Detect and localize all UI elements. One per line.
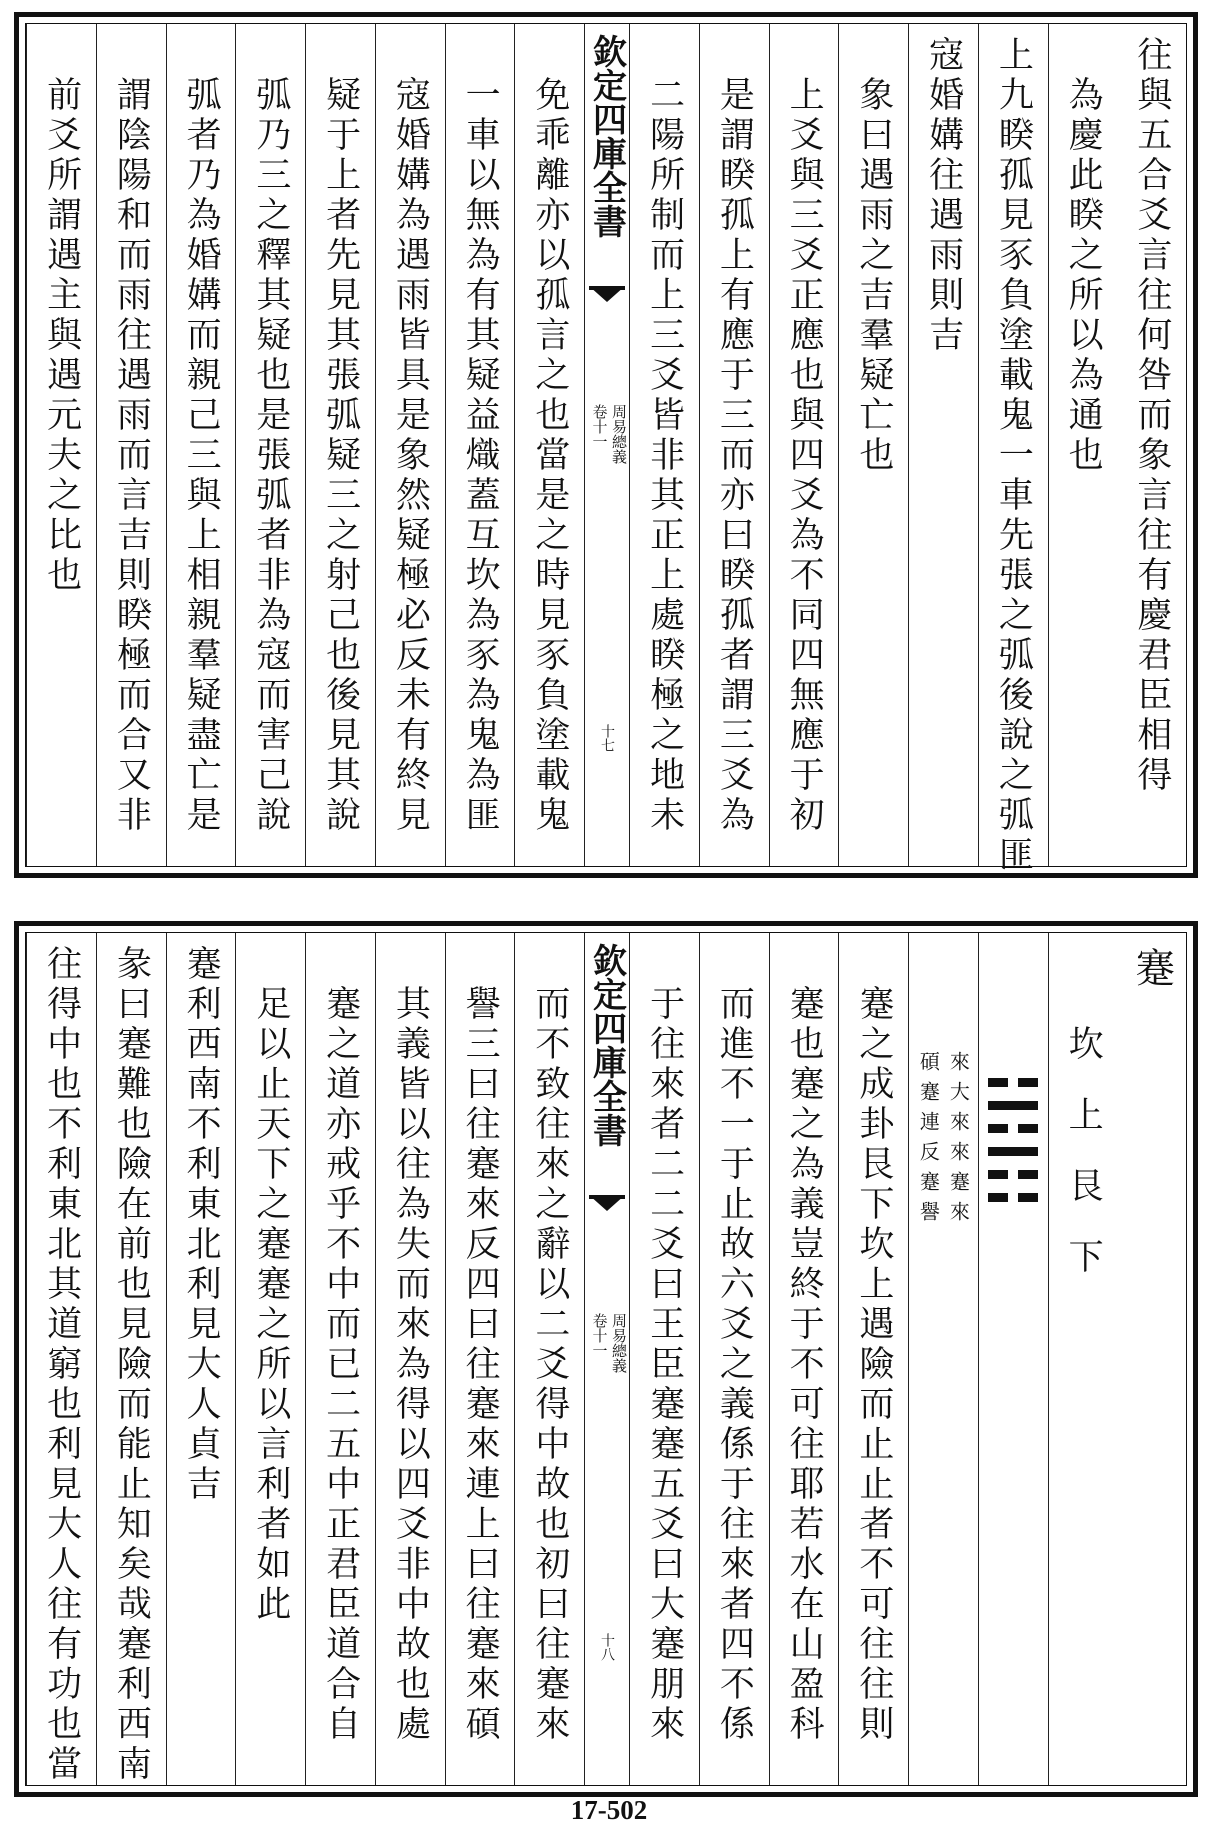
- page-number: 17-502: [570, 1795, 648, 1825]
- column-text: 一車以無為有其疑益熾蓋互坎為豕為鬼為匪: [460, 76, 501, 836]
- hexagram-line-broken: [988, 1170, 1038, 1179]
- column-text: 是謂睽孤上有應于三而亦曰睽孤者謂三爻為: [714, 76, 755, 836]
- text-column: [445, 24, 515, 866]
- text-column: [445, 933, 515, 1785]
- folio-number: 十八: [599, 1633, 615, 1661]
- book-title: 周易總義: [610, 1313, 628, 1373]
- column-text: 上九睽孤見豕負塗載鬼一車先張之弧後說之弧匪: [993, 36, 1034, 876]
- text-column: [26, 933, 96, 1785]
- column-text: 往得中也不利東北其道窮也利見大人往有功也當: [41, 945, 82, 1785]
- volume-label: 卷十一: [590, 404, 609, 449]
- text-column: [305, 24, 375, 866]
- book-title: 周易總義: [610, 404, 628, 464]
- hexagram-line-broken: [988, 1124, 1038, 1133]
- lower-page-frame: [25, 932, 1187, 1786]
- column-text: 弧乃三之釋其疑也是張弧者非為寇而害己說: [250, 76, 291, 836]
- hexagram-title: 蹇: [1128, 947, 1175, 992]
- column-text: 二陽所制而上三爻皆非其正上處睽極之地未: [644, 76, 685, 836]
- column-text: 寇婚媾往遇雨則吉: [923, 36, 964, 356]
- text-column: [166, 933, 236, 1785]
- text-column: [26, 24, 96, 866]
- hexagram-line-solid: [988, 1101, 1038, 1110]
- column-text: 蹇之成卦艮下坎上遇險而止止者不可往往則: [853, 985, 894, 1745]
- column-text: 寇婚媾為遇雨皆具是象然疑極必反未有終見: [390, 76, 431, 836]
- text-column: [629, 933, 699, 1785]
- volume-label: 卷十一: [590, 1313, 609, 1358]
- hexagram-line-broken: [988, 1193, 1038, 1202]
- text-column: [1048, 24, 1118, 866]
- text-column: [978, 933, 1048, 1785]
- column-text: 譽三曰往蹇來反四曰往蹇來連上曰往蹇來碩: [460, 985, 501, 1745]
- book-label: [589, 1313, 628, 1373]
- column-text: 而進不一于止故六爻之義係于往來者四不係: [714, 985, 755, 1745]
- column-text: 而不致往來之辭以二爻得中故也初曰往蹇來: [529, 985, 570, 1745]
- column-text: 謂陰陽和而雨往遇雨而言吉則睽極而合又非: [111, 76, 152, 836]
- column-text: 為慶此睽之所以為通也: [1063, 76, 1104, 476]
- text-column: [769, 24, 839, 866]
- fishtail-mark: [589, 1195, 625, 1229]
- column-text: 蹇也蹇之為義豈終于不可往耶若水在山盈科: [784, 985, 825, 1745]
- column-text: 足以止天下之蹇蹇之所以言利者如此: [250, 985, 291, 1625]
- trigram-line: 坎上艮下: [1063, 1025, 1104, 1309]
- column-text: 免乖離亦以孤言之也當是之時見豕負塗載鬼: [529, 76, 570, 836]
- text-column: [699, 933, 769, 1785]
- library-title: 欽定四庫全書: [586, 943, 627, 1147]
- text-column: [1048, 933, 1118, 1785]
- text-column: [305, 933, 375, 1785]
- text-column: [166, 24, 236, 866]
- text-column: [699, 24, 769, 866]
- text-column: [838, 933, 908, 1785]
- center-fold-column: [584, 24, 629, 866]
- column-text: 蹇利西南不利東北利見大人貞吉: [181, 945, 222, 1505]
- column-text: 其義皆以往為失而來為得以四爻非中故也處: [390, 985, 431, 1745]
- text-column: [838, 24, 908, 866]
- pronunciation-note: 碩蹇連反蹇譽: [916, 1051, 941, 1231]
- text-column: [769, 933, 839, 1785]
- text-column: [96, 24, 166, 866]
- hexagram-line-broken: [988, 1078, 1038, 1087]
- text-column: [514, 24, 584, 866]
- fishtail-mark: [589, 286, 625, 320]
- text-column: [375, 24, 445, 866]
- column-text: 前爻所謂遇主與遇元夫之比也: [41, 76, 82, 596]
- center-fold-column: [584, 933, 629, 1785]
- pronunciation-note: 來大來來蹇來: [946, 1051, 971, 1231]
- text-column: [629, 24, 699, 866]
- lower-columns: [26, 933, 1186, 1785]
- lower-page: [14, 921, 1198, 1797]
- upper-page: [14, 12, 1198, 878]
- column-text: 彖曰蹇難也險在前也見險而能止知矣哉蹇利西南: [111, 945, 152, 1785]
- pronunciation-notes: [916, 1051, 971, 1231]
- column-text: 于往來者二二爻曰王臣蹇蹇五爻曰大蹇朋來: [644, 985, 685, 1745]
- column-text: 上爻與三爻正應也與四爻為不同四無應于初: [784, 76, 825, 836]
- column-text: 疑于上者先見其張弧疑三之射己也後見其說: [320, 76, 361, 836]
- text-column: [96, 933, 166, 1785]
- column-text: 蹇之道亦戒乎不中而已二五中正君臣道合自: [320, 985, 361, 1745]
- text-column: [908, 933, 978, 1785]
- folio-number: 十七: [599, 724, 615, 752]
- column-text: 往與五合爻言往何咎而象言往有慶君臣相得: [1131, 36, 1172, 796]
- upper-page-frame: [25, 23, 1187, 876]
- text-column: [375, 933, 445, 1785]
- text-column: [235, 933, 305, 1785]
- text-column: [1117, 24, 1186, 866]
- library-title: 欽定四庫全書: [586, 34, 627, 238]
- column-text: 象曰遇雨之吉羣疑亡也: [853, 76, 894, 476]
- text-column: [978, 24, 1048, 876]
- hexagram-figure: [988, 1078, 1038, 1202]
- upper-columns: [26, 24, 1186, 876]
- text-column: [1117, 933, 1186, 1785]
- column-text: 弧者乃為婚媾而親己三與上相親羣疑盡亡是: [181, 76, 222, 836]
- text-column: [514, 933, 584, 1785]
- text-column: [235, 24, 305, 866]
- hexagram-line-solid: [988, 1147, 1038, 1156]
- book-label: [589, 404, 628, 464]
- text-column: [908, 24, 978, 866]
